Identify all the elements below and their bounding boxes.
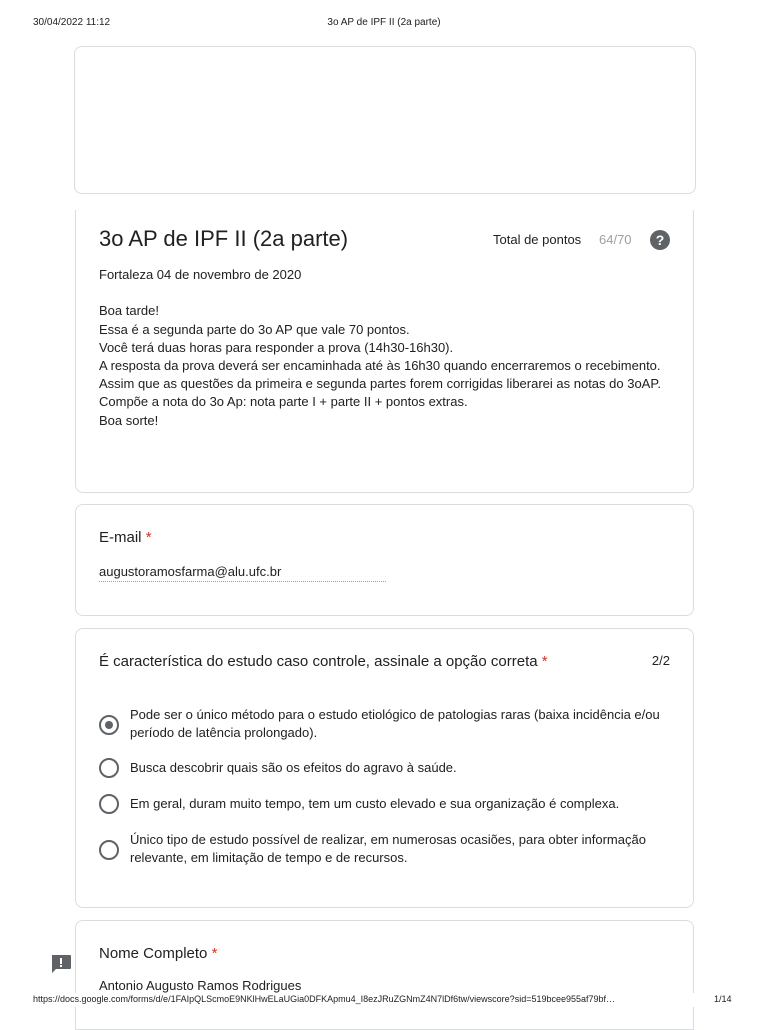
print-title: 3o AP de IPF II (2a parte) [327, 17, 441, 28]
description-line: Compõe a nota do 3o Ap: nota parte I + parte II + pontos extras. [99, 394, 468, 410]
question-label-text: É característica do estudo caso controle, assinale a opção correta [99, 653, 538, 670]
option-label: Em geral, duram muito tempo, tem um custo elevado e sua organização é complexa. [130, 796, 620, 811]
option-label: Único tipo de estudo possível de realizar, em numerosas ocasiões, para obter informação relevante, em limitação de tempo e de recursos. [130, 832, 646, 865]
help-circle-icon[interactable]: ? [650, 230, 670, 250]
description-line: Essa é a segunda parte do 3o AP que vale 70 pontos. [99, 321, 410, 337]
option-label: Busca descobrir quais são os efeitos do agravo à saúde. [130, 760, 457, 775]
print-url: https://docs.google.com/forms/d/e/1FAIpQLScmoE9NKlHwELaUGia0DFKApmu4_I8ezJRuZGNmZ4N7lDf6tw/viewscore?sid=519bcee955af79bf… [33, 994, 616, 1004]
radio-option[interactable] [99, 795, 669, 813]
required-asterisk: * [145, 529, 152, 546]
form-description [99, 266, 674, 430]
description-line: Boa sorte! [99, 412, 159, 428]
email-answer: augustoramosfarma@alu.ufc.br [99, 564, 386, 582]
print-page-number: 1/14 [714, 994, 732, 1004]
radio-checked-icon[interactable] [99, 715, 119, 735]
radio-unchecked-icon[interactable] [99, 794, 119, 814]
email-question-card [75, 504, 694, 616]
print-footer [0, 993, 768, 1007]
description-line: Fortaleza 04 de novembro de 2020 [99, 267, 302, 282]
question-label-text: Nome Completo [99, 945, 208, 962]
print-header [0, 17, 768, 31]
radio-unchecked-icon[interactable] [99, 758, 119, 778]
total-points-value: 64/70 [599, 232, 632, 247]
question-label-text: E-mail [99, 529, 142, 546]
name-answer: Antonio Augusto Ramos Rodrigues [99, 978, 302, 993]
radio-option[interactable] [99, 706, 669, 742]
question-1-card [75, 628, 694, 908]
radio-option[interactable] [99, 831, 669, 867]
required-asterisk: * [211, 945, 218, 962]
question-1-options [99, 706, 669, 867]
name-question-card [75, 920, 694, 1030]
feedback-icon[interactable] [50, 954, 72, 974]
required-asterisk: * [541, 653, 548, 670]
description-line: Boa tarde! [99, 303, 159, 319]
description-line: A resposta da prova deverá ser encaminhada até às 16h30 quando encerraremos o recebimento. [99, 358, 661, 373]
print-datetime: 30/04/2022 11:12 [33, 17, 111, 28]
option-label: Pode ser o único método para o estudo etiológico de patologias raras (baixa incidência e/ou período de latência prolongado). [130, 707, 660, 740]
description-line: Você terá duas horas para responder a prova (14h30-16h30). [99, 339, 454, 355]
description-line: Assim que as questões da primeira e segunda partes forem corrigidas liberarei as notas do 3oAP. [99, 376, 661, 392]
description-blank-line [99, 284, 674, 302]
form-title: 3o AP de IPF II (2a parte) [99, 226, 349, 251]
question-1-score: 2/2 [651, 653, 670, 668]
total-points-label: Total de pontos [493, 232, 582, 247]
email-question-label [99, 529, 152, 546]
name-question-label [99, 945, 217, 962]
radio-option[interactable] [99, 759, 669, 777]
radio-unchecked-icon[interactable] [99, 840, 119, 860]
question-1-label [99, 653, 548, 670]
header-image-card [74, 46, 696, 194]
form-header-card [75, 210, 694, 493]
